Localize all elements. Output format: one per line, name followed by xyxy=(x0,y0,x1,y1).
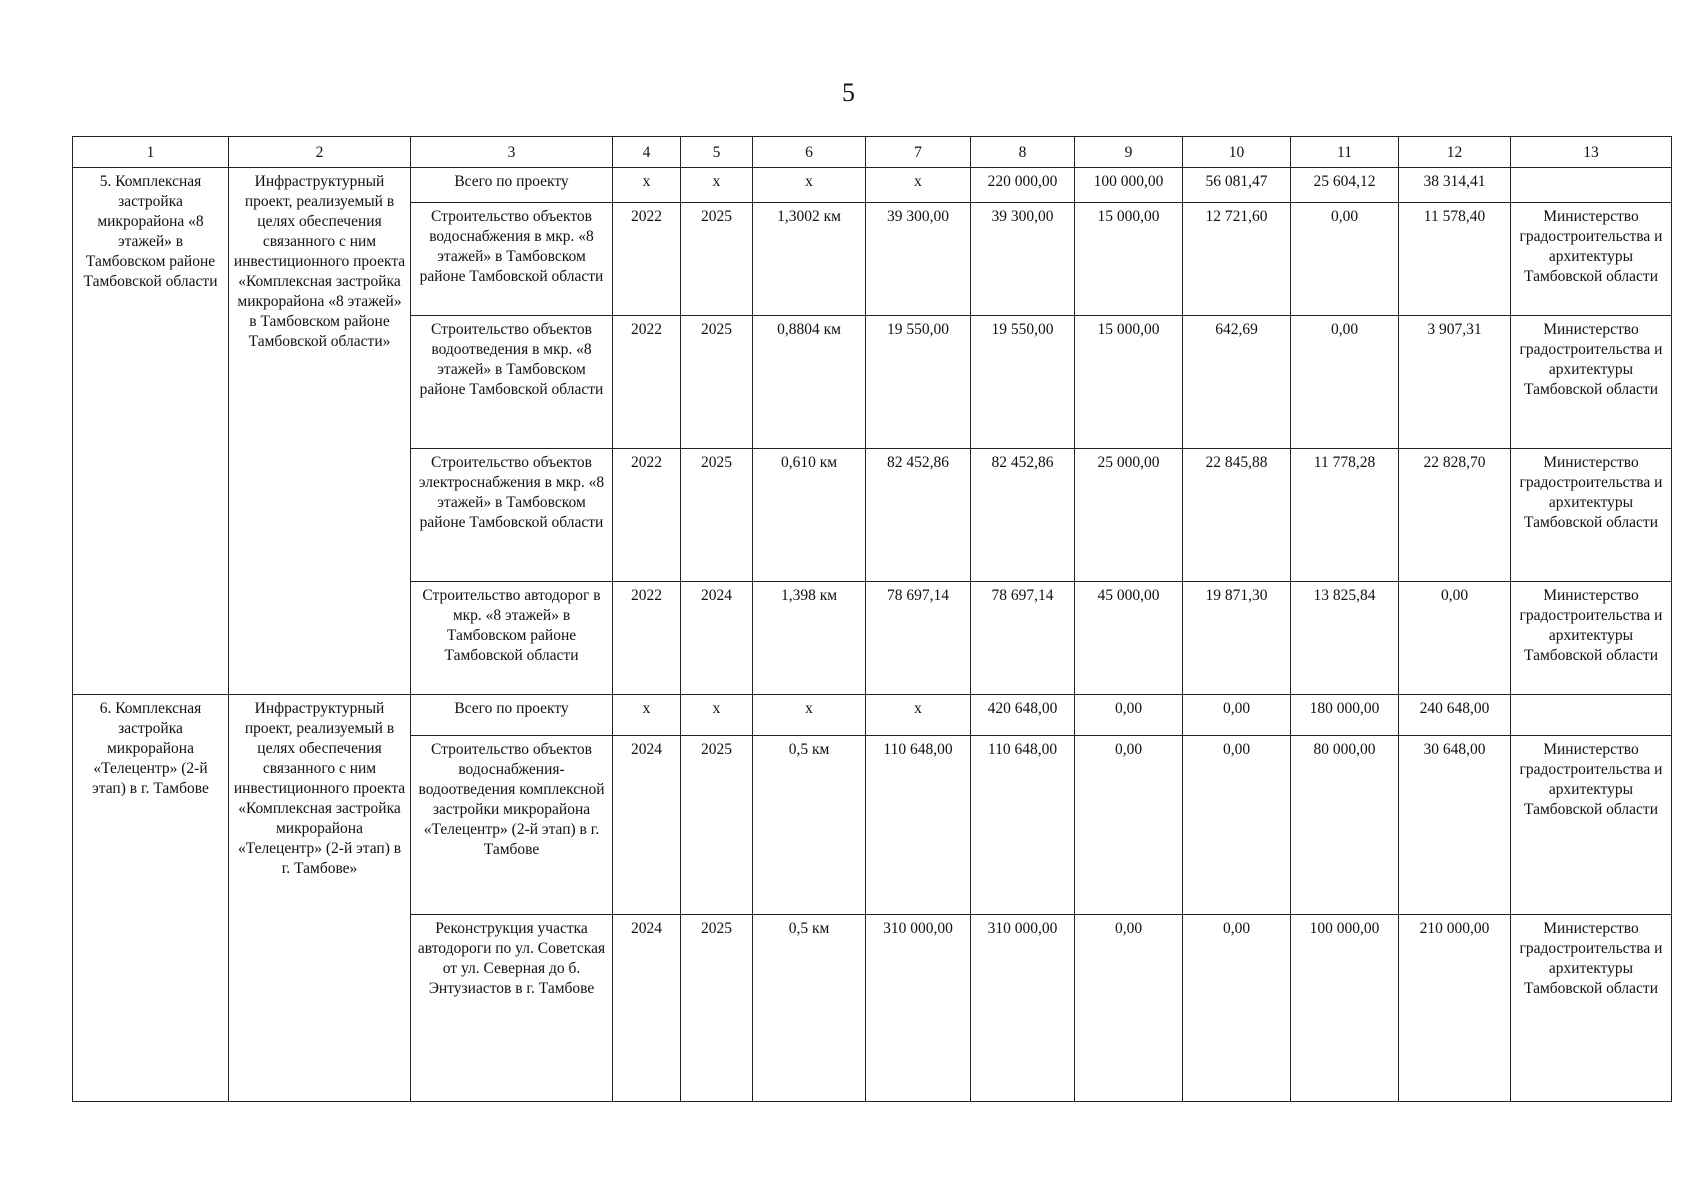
responsible-body: Министерство градостроительства и архитектуры Тамбовской области xyxy=(1511,582,1672,695)
cell: x xyxy=(866,695,971,736)
cell: 19 550,00 xyxy=(971,316,1075,449)
cell: 15 000,00 xyxy=(1075,316,1183,449)
cell: 22 845,88 xyxy=(1183,449,1291,582)
header-cell: 13 xyxy=(1511,137,1672,168)
cell: 100 000,00 xyxy=(1291,915,1399,1102)
object-name: Строительство объектов водоотведения в мкр. «8 этажей» в Тамбовском районе Тамбовской области xyxy=(411,316,613,449)
cell: 0,00 xyxy=(1075,695,1183,736)
cell: 30 648,00 xyxy=(1399,736,1511,915)
cell: 2022 xyxy=(613,316,681,449)
header-cell: 3 xyxy=(411,137,613,168)
cell: 2025 xyxy=(681,736,753,915)
cell: 38 314,41 xyxy=(1399,168,1511,203)
cell: 19 550,00 xyxy=(866,316,971,449)
total-label: Всего по проекту xyxy=(411,168,613,203)
cell: 0,00 xyxy=(1183,695,1291,736)
cell: 1,398 км xyxy=(753,582,866,695)
page-number: 5 xyxy=(842,78,855,107)
cell: 220 000,00 xyxy=(971,168,1075,203)
cell: 39 300,00 xyxy=(971,203,1075,316)
cell: 2025 xyxy=(681,449,753,582)
responsible-body: Министерство градостроительства и архитектуры Тамбовской области xyxy=(1511,203,1672,316)
cell: 2024 xyxy=(613,736,681,915)
header-cell: 7 xyxy=(866,137,971,168)
cell: 39 300,00 xyxy=(866,203,971,316)
cell: 19 871,30 xyxy=(1183,582,1291,695)
cell: 0,8804 км xyxy=(753,316,866,449)
cell: 0,00 xyxy=(1291,203,1399,316)
header-cell: 10 xyxy=(1183,137,1291,168)
cell: 45 000,00 xyxy=(1075,582,1183,695)
object-name: Строительство автодорог в мкр. «8 этажей» в Тамбовском районе Тамбовской области xyxy=(411,582,613,695)
project-description-cell: Инфраструктурный проект, реализуемый в целях обеспечения связанного с ним инвестиционного проекта «Комплексная застройка микрорайона «8 этажей» в Тамбовском районе Тамбовской области» xyxy=(229,168,411,695)
cell: 310 000,00 xyxy=(866,915,971,1102)
header-cell: 11 xyxy=(1291,137,1399,168)
cell: 0,00 xyxy=(1291,316,1399,449)
cell: 2024 xyxy=(681,582,753,695)
cell: 110 648,00 xyxy=(866,736,971,915)
cell: x xyxy=(681,695,753,736)
project-description-cell: Инфраструктурный проект, реализуемый в целях обеспечения связанного с ним инвестиционного проекта «Комплексная застройка микрорайона «Телецентр» (2-й этап) в г. Тамбове» xyxy=(229,695,411,1102)
cell: 2022 xyxy=(613,582,681,695)
group-total-row xyxy=(73,695,1672,736)
cell: 420 648,00 xyxy=(971,695,1075,736)
cell: 0,00 xyxy=(1183,736,1291,915)
object-name: Строительство объектов водоснабжения-водоотведения комплексной застройки микрорайона «Телецентр» (2-й этап) в г. Тамбове xyxy=(411,736,613,915)
cell: 2025 xyxy=(681,316,753,449)
investment-table xyxy=(72,136,1672,1102)
cell: x xyxy=(753,695,866,736)
responsible-body: Министерство градостроительства и архитектуры Тамбовской области xyxy=(1511,915,1672,1102)
cell: x xyxy=(613,168,681,203)
cell: 0,5 км xyxy=(753,736,866,915)
group-name-cell: 5. Комплексная застройка микрорайона «8 этажей» в Тамбовском районе Тамбовской области xyxy=(73,168,229,695)
object-name: Реконструкция участка автодороги по ул. Советская от ул. Северная до б. Энтузиастов в г. Тамбове xyxy=(411,915,613,1102)
cell: 0,00 xyxy=(1075,736,1183,915)
header-cell: 1 xyxy=(73,137,229,168)
object-name: Строительство объектов электроснабжения в мкр. «8 этажей» в Тамбовском районе Тамбовской области xyxy=(411,449,613,582)
cell: 2025 xyxy=(681,915,753,1102)
object-name: Строительство объектов водоснабжения в мкр. «8 этажей» в Тамбовском районе Тамбовской области xyxy=(411,203,613,316)
header-row xyxy=(73,137,1672,168)
cell: 0,5 км xyxy=(753,915,866,1102)
cell: x xyxy=(613,695,681,736)
cell: 56 081,47 xyxy=(1183,168,1291,203)
total-label: Всего по проекту xyxy=(411,695,613,736)
cell: 82 452,86 xyxy=(866,449,971,582)
cell: 642,69 xyxy=(1183,316,1291,449)
header-cell: 9 xyxy=(1075,137,1183,168)
cell: 2025 xyxy=(681,203,753,316)
cell: 78 697,14 xyxy=(866,582,971,695)
cell: 11 578,40 xyxy=(1399,203,1511,316)
cell: x xyxy=(866,168,971,203)
cell: 2022 xyxy=(613,449,681,582)
responsible-body: Министерство градостроительства и архитектуры Тамбовской области xyxy=(1511,736,1672,915)
cell xyxy=(1511,168,1672,203)
cell: 15 000,00 xyxy=(1075,203,1183,316)
cell xyxy=(1511,695,1672,736)
cell: 110 648,00 xyxy=(971,736,1075,915)
cell: 80 000,00 xyxy=(1291,736,1399,915)
cell: 82 452,86 xyxy=(971,449,1075,582)
cell: x xyxy=(681,168,753,203)
cell: 22 828,70 xyxy=(1399,449,1511,582)
cell: 13 825,84 xyxy=(1291,582,1399,695)
group-total-row xyxy=(73,168,1672,203)
cell: 25 604,12 xyxy=(1291,168,1399,203)
cell: 180 000,00 xyxy=(1291,695,1399,736)
cell: 2024 xyxy=(613,915,681,1102)
header-cell: 6 xyxy=(753,137,866,168)
cell: 310 000,00 xyxy=(971,915,1075,1102)
cell: 12 721,60 xyxy=(1183,203,1291,316)
cell: 0,610 км xyxy=(753,449,866,582)
responsible-body: Министерство градостроительства и архитектуры Тамбовской области xyxy=(1511,316,1672,449)
cell: 25 000,00 xyxy=(1075,449,1183,582)
cell: 0,00 xyxy=(1183,915,1291,1102)
header-cell: 4 xyxy=(613,137,681,168)
cell: 2022 xyxy=(613,203,681,316)
cell: 210 000,00 xyxy=(1399,915,1511,1102)
cell: 3 907,31 xyxy=(1399,316,1511,449)
cell: x xyxy=(753,168,866,203)
cell: 78 697,14 xyxy=(971,582,1075,695)
header-cell: 12 xyxy=(1399,137,1511,168)
header-cell: 2 xyxy=(229,137,411,168)
cell: 240 648,00 xyxy=(1399,695,1511,736)
cell: 0,00 xyxy=(1399,582,1511,695)
header-cell: 5 xyxy=(681,137,753,168)
responsible-body: Министерство градостроительства и архитектуры Тамбовской области xyxy=(1511,449,1672,582)
cell: 1,3002 км xyxy=(753,203,866,316)
header-cell: 8 xyxy=(971,137,1075,168)
cell: 11 778,28 xyxy=(1291,449,1399,582)
group-name-cell: 6. Комплексная застройка микрорайона «Телецентр» (2-й этап) в г. Тамбове xyxy=(73,695,229,1102)
cell: 100 000,00 xyxy=(1075,168,1183,203)
cell: 0,00 xyxy=(1075,915,1183,1102)
